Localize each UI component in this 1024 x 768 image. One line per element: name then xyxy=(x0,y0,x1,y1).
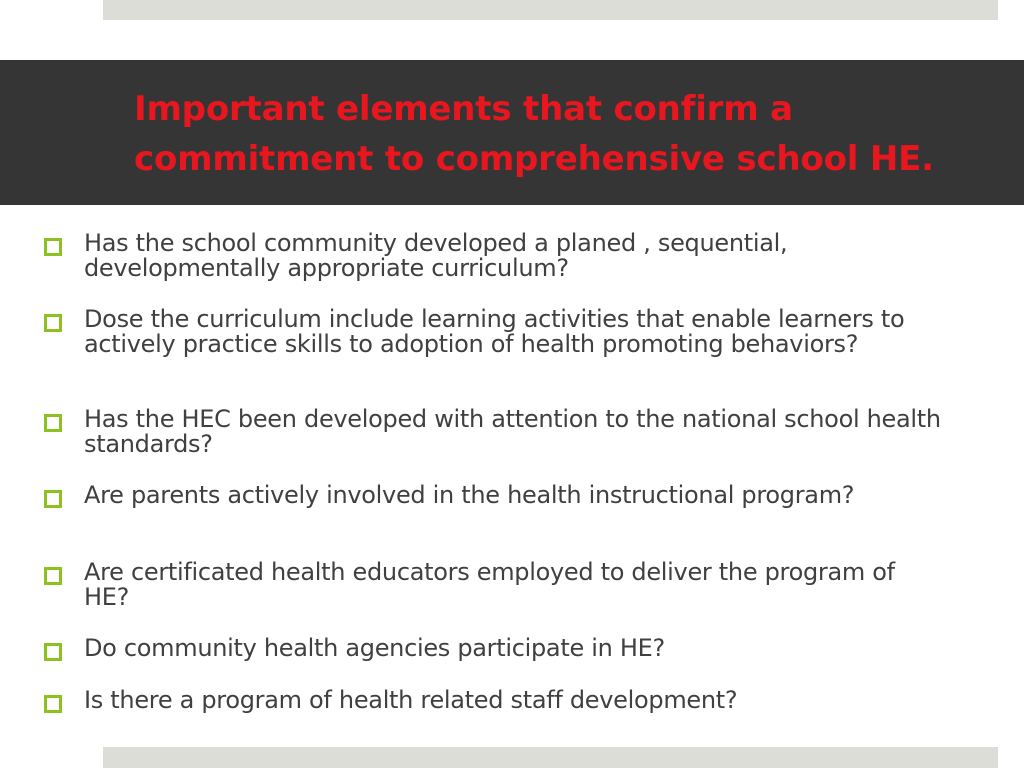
bullet-item xyxy=(44,307,944,356)
bullet-text: Do community health agencies participate in HE? xyxy=(84,634,665,662)
square-bullet-icon xyxy=(44,567,62,585)
bullet-item xyxy=(44,483,944,508)
square-bullet-icon xyxy=(44,695,62,713)
bullet-text: Is there a program of health related staff development? xyxy=(84,686,738,714)
slide-title: Important elements that confirm a commitment to comprehensive school HE. xyxy=(134,89,934,179)
bullet-item xyxy=(44,688,944,713)
bullet-item xyxy=(44,231,944,280)
square-bullet-icon xyxy=(44,414,62,432)
bullet-text: Dose the curriculum include learning activities that enable learners to actively practice skills to adoption of health promoting behaviors? xyxy=(84,305,905,358)
top-accent-strip xyxy=(103,0,998,20)
bullet-item xyxy=(44,560,944,609)
square-bullet-icon xyxy=(44,490,62,508)
bullet-text: Are parents actively involved in the health instructional program? xyxy=(84,481,855,509)
bullet-text: Has the HEC been developed with attention to the national school health standards? xyxy=(84,405,941,458)
square-bullet-icon xyxy=(44,238,62,256)
square-bullet-icon xyxy=(44,314,62,332)
bottom-accent-strip xyxy=(103,747,998,768)
bullet-text: Has the school community developed a planed , sequential, developmentally appropriate curriculum? xyxy=(84,229,788,282)
bullet-item xyxy=(44,636,944,661)
square-bullet-icon xyxy=(44,643,62,661)
bullet-text: Are certificated health educators employed to deliver the program of HE? xyxy=(84,558,895,611)
bullet-item xyxy=(44,407,944,456)
